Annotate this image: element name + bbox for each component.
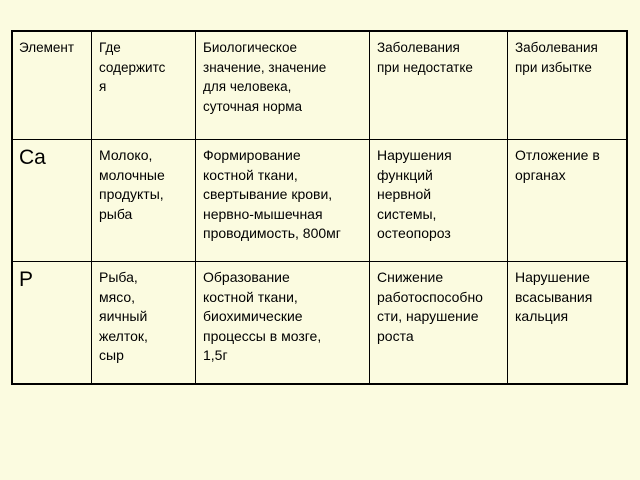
phosphorus-excess: Нарушение всасывания кальция bbox=[515, 269, 593, 324]
element-calcium: Ca bbox=[19, 146, 46, 169]
element-phosphorus: P bbox=[19, 268, 34, 291]
calcium-excess: Отложение в органах bbox=[515, 147, 600, 183]
header-biological-role: Биологическое значение, значение для человека, суточная норма bbox=[203, 40, 327, 114]
header-element: Элемент bbox=[19, 40, 75, 55]
calcium-deficiency: Нарушения функций нервной системы, остеопороз bbox=[377, 147, 452, 241]
phosphorus-sources: Рыба, мясо, яичный желток, сыр bbox=[99, 269, 148, 363]
calcium-sources: Молоко, молочные продукты, рыба bbox=[99, 147, 165, 222]
header-excess: Заболевания при избытке bbox=[515, 40, 598, 75]
header-source: Где содержитс я bbox=[99, 40, 166, 94]
header-deficiency: Заболевания при недостатке bbox=[377, 40, 473, 75]
phosphorus-deficiency: Снижение работоспособно сти, нарушение роста bbox=[377, 269, 483, 344]
phosphorus-role: Образование костной ткани, биохимические процессы в мозге, 1,5г bbox=[203, 269, 322, 363]
nutrient-table bbox=[11, 30, 628, 385]
calcium-role: Формирование костной ткани, свертывание крови, нервно-мышечная проводимость, 800мг bbox=[203, 147, 341, 241]
